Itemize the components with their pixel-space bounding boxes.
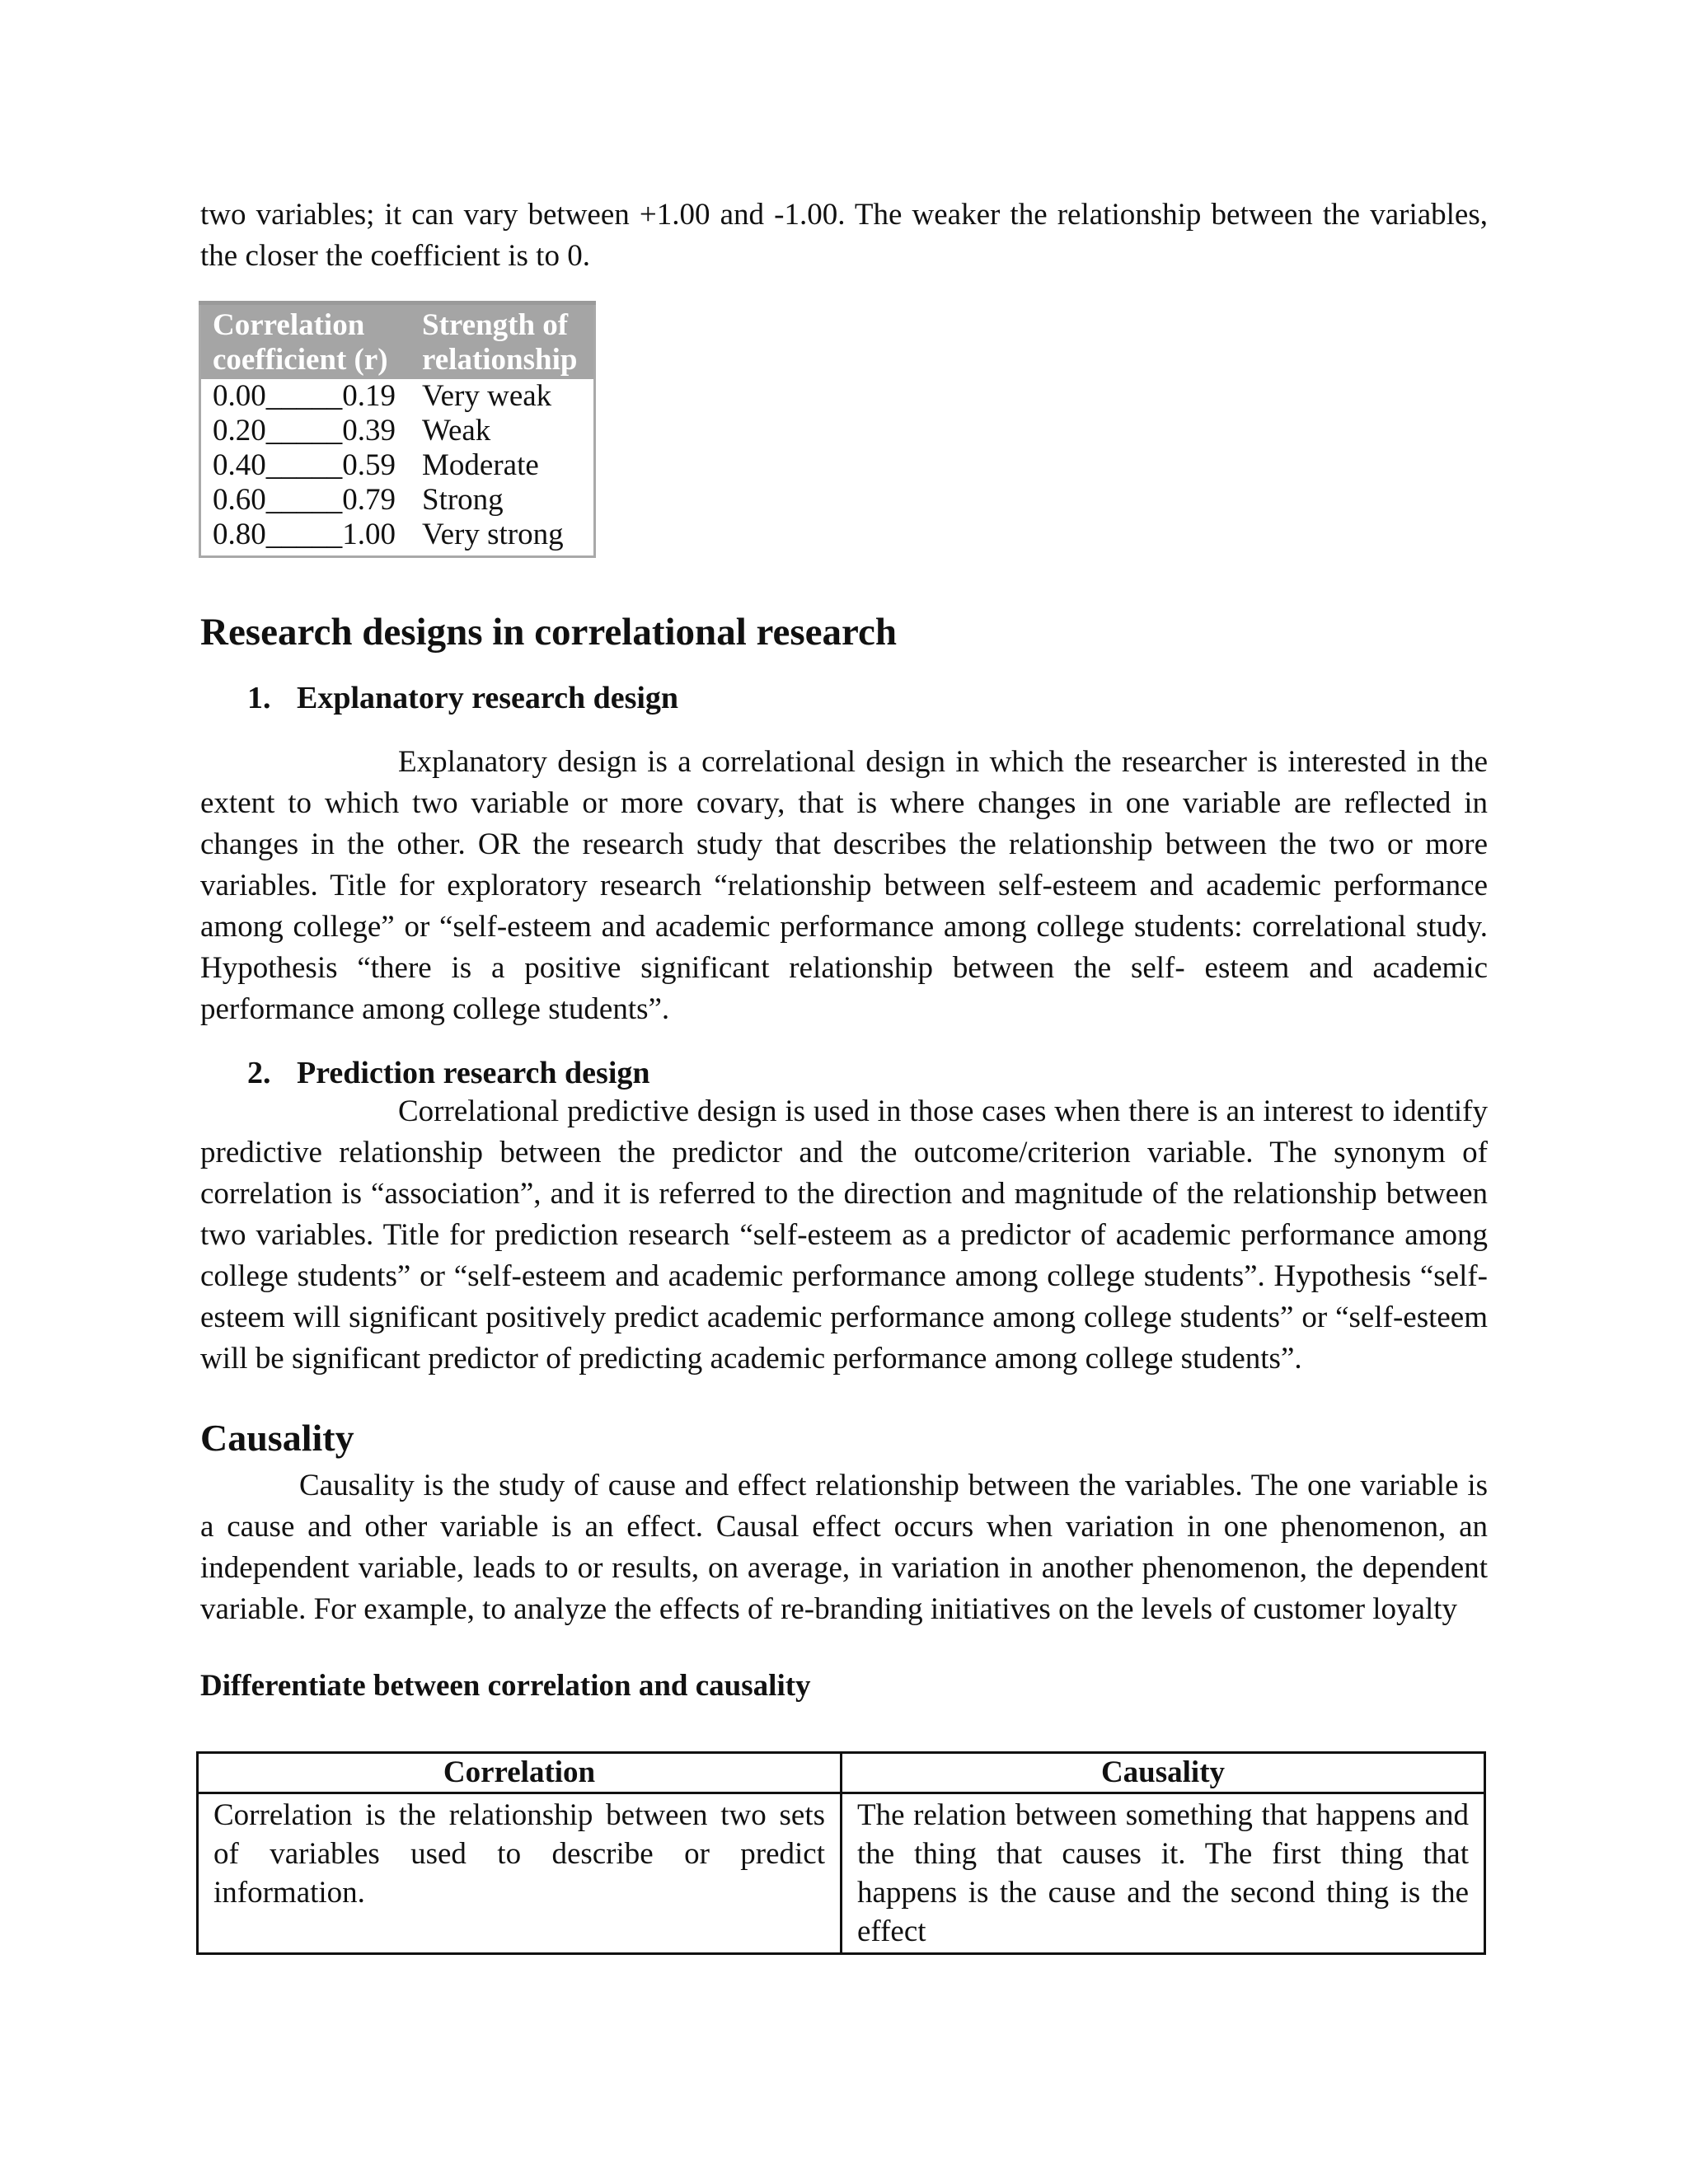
header-correlation-coefficient: Correlation coefficient (r): [200, 303, 411, 380]
section-heading: Research designs in correlational research: [200, 611, 898, 654]
explanatory-paragraph: Explanatory design is a correlational design in which the researcher is interested in the extent to which two variable or more covary, that is where changes in one variable are reflected in changes in the other. OR the research study that describes the relationship between the two or more variables. Title for exploratory research “relationship between self-esteem and academic performance among college” or “self-esteem and academic performance among college students: correlational study. Hypothesis “there is a positive significant relationship between the self- esteem and academic performance among college students”.: [200, 745, 1488, 1026]
table-row: [200, 379, 595, 414]
strength-label: Strong: [422, 483, 504, 517]
differentiate-heading: Differentiate between correlation and causality: [200, 1669, 811, 1703]
strength-label: Weak: [422, 414, 491, 448]
prediction-heading-text: Prediction research design: [297, 1056, 650, 1090]
strength-label: Moderate: [422, 448, 539, 482]
coefficient-range: 0.80_____1.00: [213, 518, 396, 551]
explanatory-heading: [247, 680, 678, 716]
intro-paragraph: two variables; it can vary between +1.00 and -1.00. The weaker the relationship between the variables, the closer the coefficient is to 0.: [200, 198, 1488, 273]
explanatory-heading-text: Explanatory research design: [297, 681, 679, 715]
header-correlation: Correlation: [198, 1753, 842, 1793]
coefficient-range: 0.40_____0.59: [213, 448, 396, 482]
table-row: [200, 448, 595, 483]
table-row: [200, 414, 595, 448]
header-strength-of-relationship: Strength of relationship: [410, 303, 595, 380]
prediction-paragraph: Correlational predictive design is used in those cases when there is an interest to identify predictive relationship between the predictor and the outcome/criterion variable. The synonym of correlation is “association”, and it is referred to the direction and magnitude of the relationship between two variables. Title for prediction research “self-esteem as a predictor of academic performance among college students” or “self-esteem and academic performance among college students”. Hypothesis “self-esteem will significant positively predict academic performance among college students” or “self-esteem will be significant predictor of predicting academic performance among college students”.: [200, 1094, 1488, 1376]
correlation-causality-table: [196, 1751, 1486, 1955]
coefficient-range: 0.00_____0.19: [213, 379, 396, 413]
prediction-heading: [247, 1055, 650, 1091]
coefficient-range: 0.60_____0.79: [213, 483, 396, 517]
table-row: [198, 1793, 1485, 1954]
causality-definition: The relation between something that happens and the thing that causes it. The first thing that happens is the cause and the second thing is the effect: [842, 1793, 1485, 1954]
causality-paragraph: Causality is the study of cause and effect relationship between the variables. The one variable is a cause and other variable is an effect. Causal effect occurs when variation in one phenomenon, an independent variable, leads to or results, on average, in variation in another phenomenon, the dependent variable. For example, to analyze the effects of re-branding initiatives on the levels of customer loyalty: [200, 1469, 1488, 1626]
table-row: [200, 518, 595, 557]
strength-label: Very weak: [422, 379, 552, 413]
header-causality: Causality: [842, 1753, 1485, 1793]
causality-heading: Causality: [200, 1417, 354, 1459]
list-number: 2.: [247, 1056, 271, 1090]
correlation-definition: Correlation is the relationship between two sets of variables used to describe or predict information.: [198, 1793, 842, 1954]
strength-label: Very strong: [422, 518, 564, 551]
correlation-strength-table: [199, 301, 596, 558]
compare-table-header-row: [198, 1753, 1485, 1793]
coefficient-range: 0.20_____0.39: [213, 414, 396, 448]
list-number: 1.: [247, 681, 271, 715]
table-row: [200, 483, 595, 518]
strength-table-header-row: [200, 303, 595, 380]
